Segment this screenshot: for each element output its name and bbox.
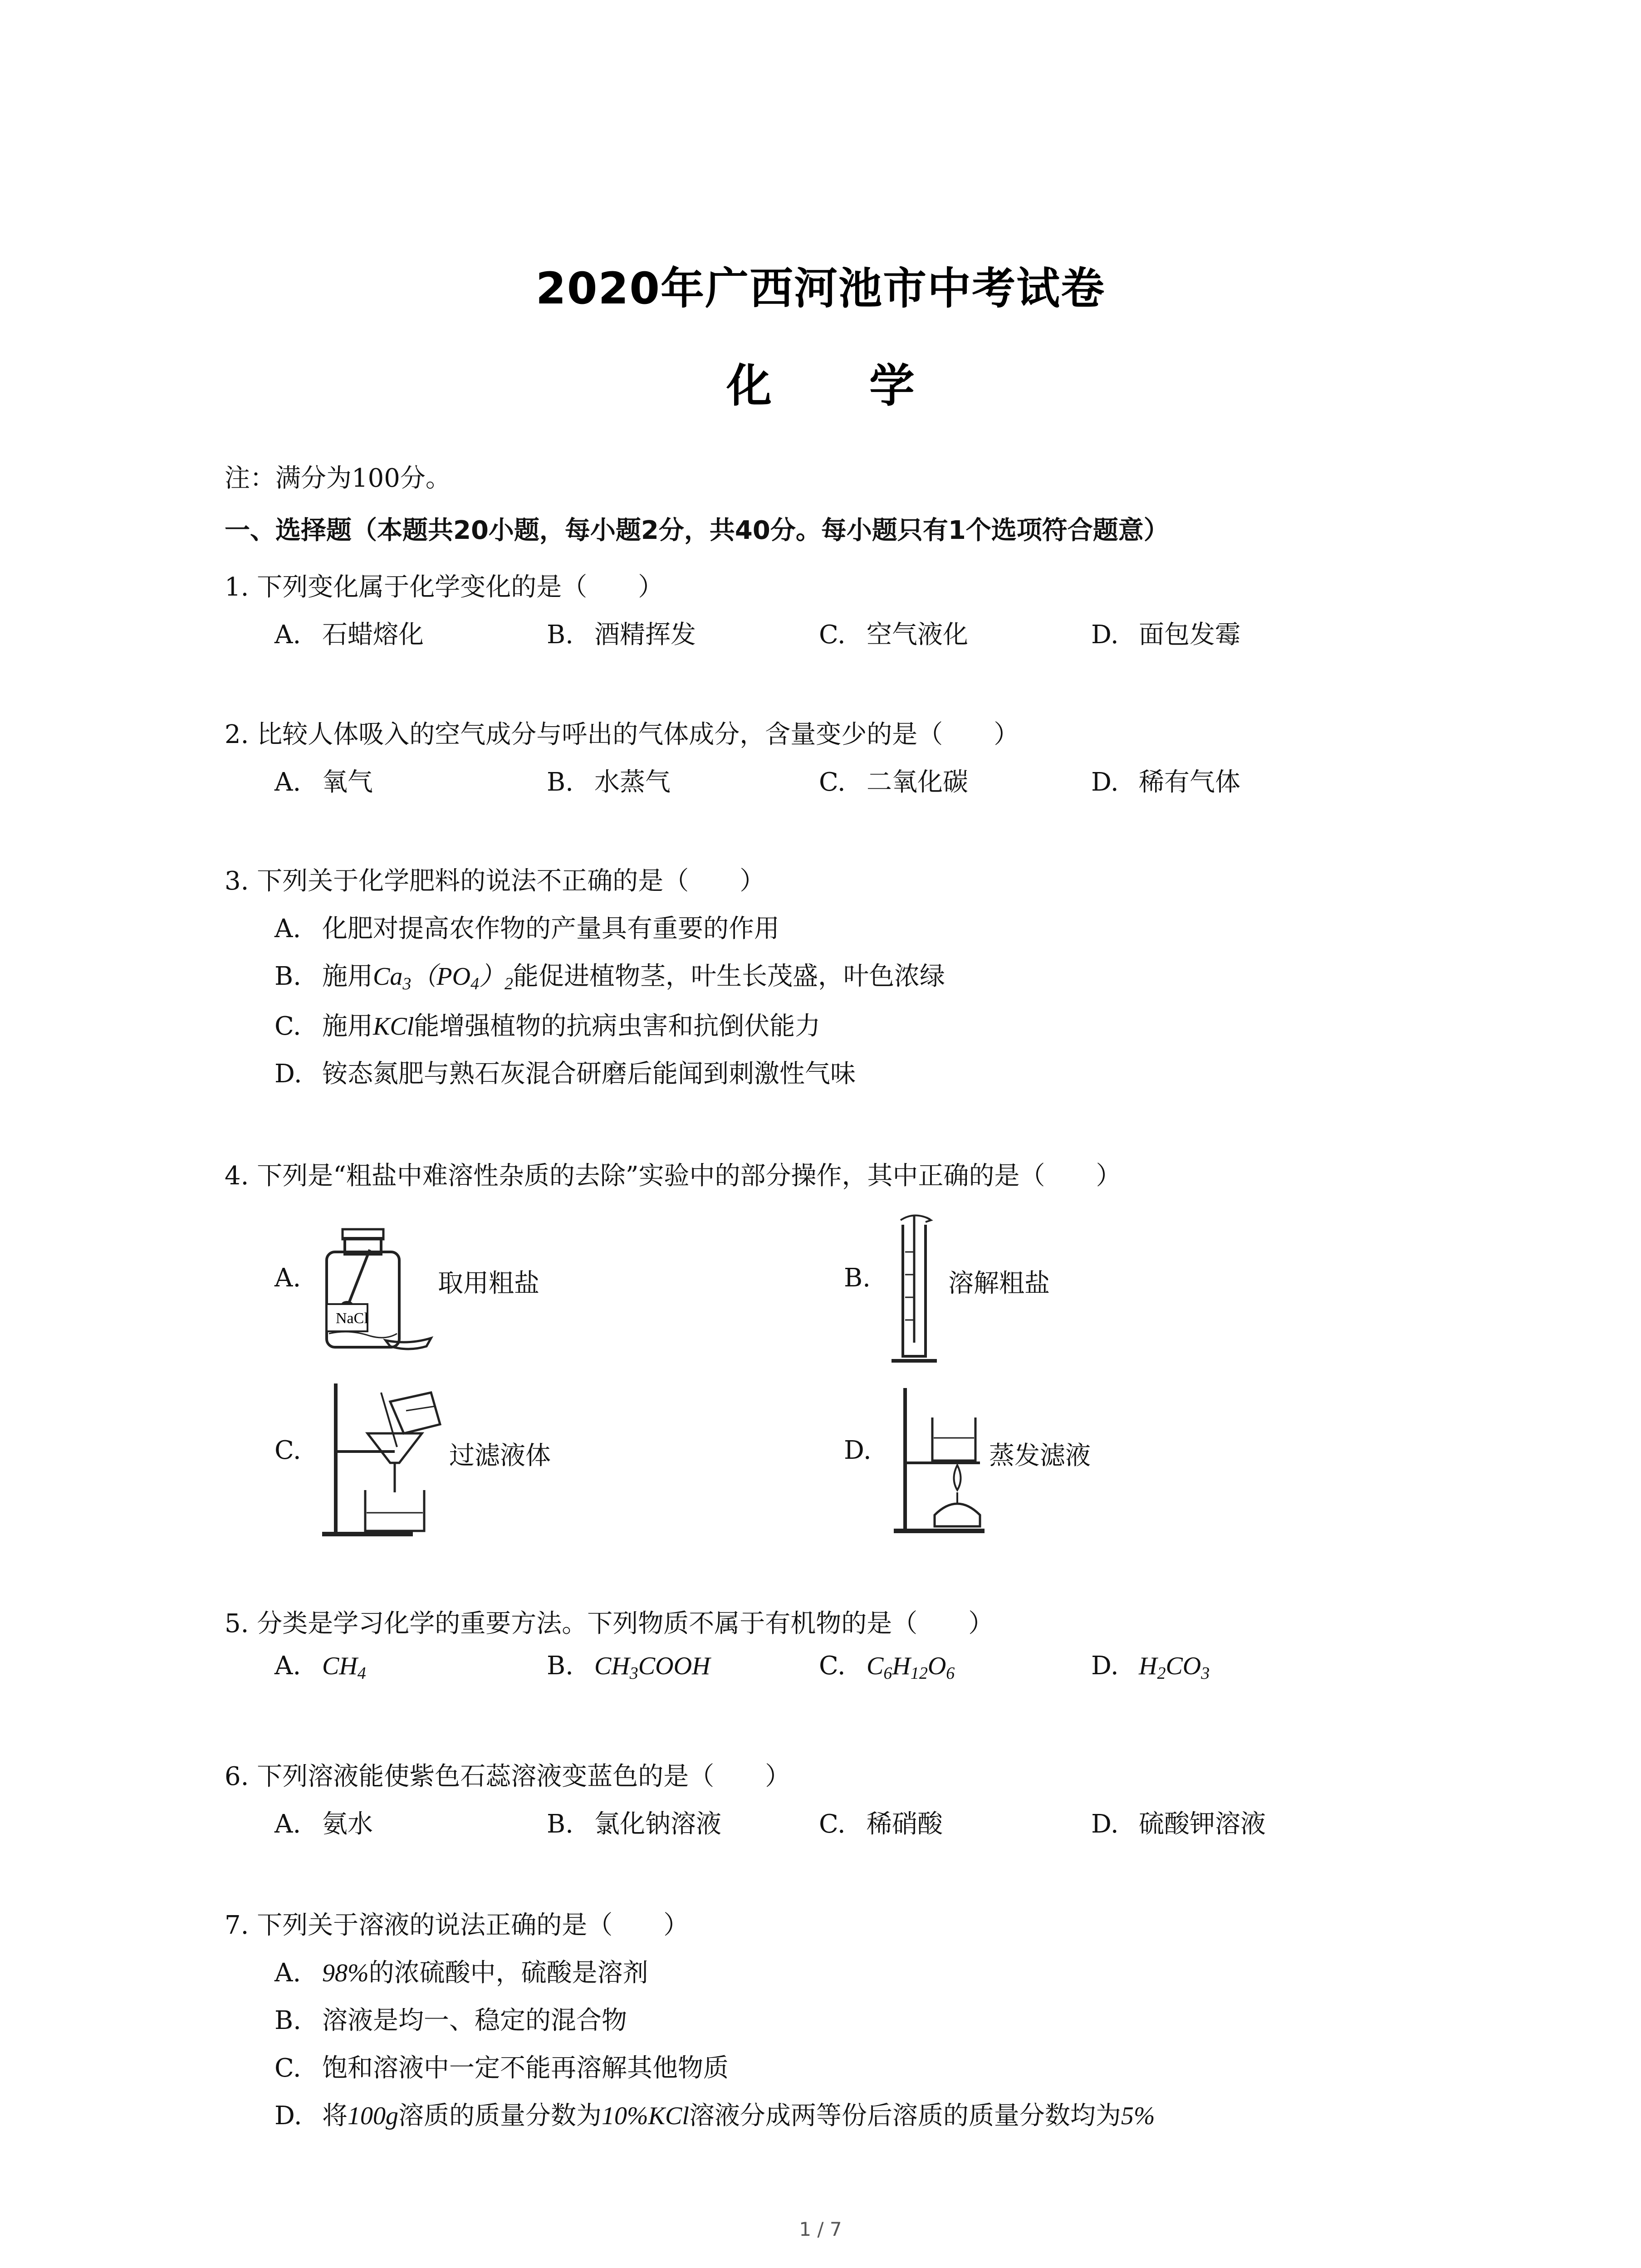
q5-option-a xyxy=(274,1651,366,1683)
option-label: D. xyxy=(1091,1809,1119,1839)
q2-option-b xyxy=(547,762,671,798)
q1-option-d xyxy=(1091,615,1240,651)
option-label: B. xyxy=(547,1651,573,1681)
formula-kcl: KCl xyxy=(648,2102,689,2130)
question-5-stem: 5. 分类是学习化学的重要方法。下列物质不属于有机物的是（ ） xyxy=(225,1609,994,1638)
q7-option-c xyxy=(274,2048,729,2084)
option-label: D. xyxy=(1091,767,1119,797)
q6-option-d xyxy=(1091,1804,1266,1840)
q1-option-c xyxy=(819,615,968,651)
formula-calcium-phosphate: $Ca_3(PO_4)_2$ xyxy=(373,963,514,993)
question-2-stem: 2. 比较人体吸入的空气成分与呼出的气体成分，含量变少的是（ ） xyxy=(225,720,1019,749)
page-number: 1 / 7 xyxy=(799,2218,842,2240)
q3-option-b xyxy=(274,956,945,994)
mass-value: 100g xyxy=(348,2102,398,2130)
option-text-post: 溶液分成两等份后溶质的质量分数均为 xyxy=(689,2101,1121,2131)
percent-value: 10% xyxy=(602,2102,648,2130)
option-label: D. xyxy=(1091,620,1119,650)
option-text: 二氧化碳 xyxy=(867,767,968,797)
option-text: 氨水 xyxy=(322,1809,373,1839)
q7-option-b xyxy=(274,2000,627,2037)
question-6-stem: 6. 下列溶液能使紫色石蕊溶液变蓝色的是（ ） xyxy=(225,1762,791,1791)
option-text: 稀有气体 xyxy=(1139,767,1240,797)
option-text-pre: 将 xyxy=(322,2101,348,2131)
question-7-stem: 7. 下列关于溶液的说法正确的是（ ） xyxy=(225,1911,689,1940)
q5-option-d xyxy=(1091,1651,1210,1683)
q5-option-c xyxy=(819,1651,955,1683)
q3-option-d xyxy=(274,1054,856,1090)
q4-option-a-text: 取用粗盐 xyxy=(438,1269,539,1298)
q6-option-c xyxy=(819,1804,943,1840)
option-text: 空气液化 xyxy=(867,620,968,650)
option-text: 面包发霉 xyxy=(1139,620,1240,650)
option-label: B. xyxy=(547,620,573,650)
option-label: B. xyxy=(547,1809,573,1839)
q3-option-a xyxy=(274,909,779,945)
option-label: C. xyxy=(819,620,846,650)
question-1-stem: 1. 下列变化属于化学变化的是（ ） xyxy=(225,572,664,602)
nacl-label: NaCl xyxy=(336,1310,368,1327)
formula-glucose: $C_6H_{12}O_6$ xyxy=(867,1652,955,1683)
percent-value: 98% xyxy=(322,1959,369,1987)
q4-option-c-text: 过滤液体 xyxy=(449,1441,551,1471)
q4-label-b: B. xyxy=(844,1263,871,1293)
option-label: C. xyxy=(819,767,846,797)
option-text: 铵态氮肥与熟石灰混合研磨后能闻到刺激性气味 xyxy=(322,1059,856,1089)
option-label: A. xyxy=(274,1958,301,1988)
option-label: A. xyxy=(274,1809,301,1839)
score-note: 注：满分为100分。 xyxy=(225,464,451,493)
option-label: C. xyxy=(274,1012,301,1041)
reagent-bottle-figure xyxy=(318,1225,440,1356)
q4-option-b-text: 溶解粗盐 xyxy=(948,1269,1050,1298)
q1-option-b xyxy=(547,615,696,651)
option-label: B. xyxy=(274,2006,301,2035)
q1-option-a xyxy=(274,615,424,651)
q4-label-a: A. xyxy=(274,1263,301,1293)
q2-option-c xyxy=(819,762,968,798)
formula-methane: $CH_4$ xyxy=(322,1652,366,1683)
option-text: 酒精挥发 xyxy=(594,620,696,650)
formula-kcl: KCl xyxy=(373,1012,414,1041)
q4-option-d-text: 蒸发滤液 xyxy=(989,1441,1091,1471)
filtration-figure xyxy=(318,1374,454,1547)
option-label: D. xyxy=(1091,1651,1119,1681)
option-text-post: 能增强植物的抗病虫害和抗倒伏能力 xyxy=(414,1012,821,1041)
option-text: 饱和溶液中一定不能再溶解其他物质 xyxy=(322,2053,729,2083)
option-label: A. xyxy=(274,914,301,943)
option-label: A. xyxy=(274,620,301,650)
q2-option-d xyxy=(1091,762,1240,798)
section-heading: 一、选择题（本题共20小题，每小题2分，共40分。每小题只有1个选项符合题意） xyxy=(225,516,1169,545)
q7-option-a xyxy=(274,1953,648,1989)
option-text: 稀硝酸 xyxy=(867,1809,943,1839)
option-label: B. xyxy=(547,767,573,797)
option-text: 的浓硫酸中，硫酸是溶剂 xyxy=(368,1958,648,1988)
q3-option-c xyxy=(274,1006,820,1042)
q7-option-d xyxy=(274,2096,1155,2132)
option-text: 化肥对提高农作物的产量具有重要的作用 xyxy=(322,914,779,943)
option-label: A. xyxy=(274,767,301,797)
question-3-stem: 3. 下列关于化学肥料的说法不正确的是（ ） xyxy=(225,866,765,896)
formula-acetic-acid: $CH_3COOH$ xyxy=(594,1652,710,1683)
question-4-stem: 4. 下列是“粗盐中难溶性杂质的去除”实验中的部分操作，其中正确的是（ ） xyxy=(225,1161,1122,1191)
option-label: C. xyxy=(819,1651,846,1681)
option-text-post: 能促进植物茎，叶生长茂盛，叶色浓绿 xyxy=(513,962,945,991)
option-text: 溶液是均一、稳定的混合物 xyxy=(322,2006,627,2035)
option-text-mid: 溶质的质量分数为 xyxy=(398,2101,602,2131)
q2-option-a xyxy=(274,762,373,798)
q4-label-c: C. xyxy=(274,1436,301,1465)
option-text: 石蜡熔化 xyxy=(322,620,424,650)
option-label: D. xyxy=(274,1059,302,1089)
evaporation-figure xyxy=(889,1383,998,1538)
exam-title: 2020年广西河池市中考试卷 xyxy=(535,263,1106,314)
option-label: B. xyxy=(274,962,301,991)
option-text: 硫酸钾溶液 xyxy=(1139,1809,1266,1839)
option-text: 水蒸气 xyxy=(594,767,671,797)
percent-value-end: 5% xyxy=(1121,2102,1155,2130)
option-text: 氯化钠溶液 xyxy=(594,1809,721,1839)
formula-carbonic-acid: $H_2CO_3$ xyxy=(1139,1652,1210,1683)
option-label: A. xyxy=(274,1651,301,1681)
q6-option-a xyxy=(274,1804,373,1840)
option-label: D. xyxy=(274,2101,302,2131)
option-text-pre: 施用 xyxy=(322,962,373,991)
q4-label-d: D. xyxy=(844,1436,872,1465)
graduated-cylinder-figure xyxy=(876,1207,948,1370)
option-text: 氧气 xyxy=(322,767,373,797)
q6-option-b xyxy=(547,1804,721,1840)
option-label: C. xyxy=(819,1809,846,1839)
option-text-pre: 施用 xyxy=(322,1012,373,1041)
q5-option-b xyxy=(547,1651,710,1683)
subject-title: 化 学 xyxy=(726,359,955,412)
option-label: C. xyxy=(274,2053,301,2083)
